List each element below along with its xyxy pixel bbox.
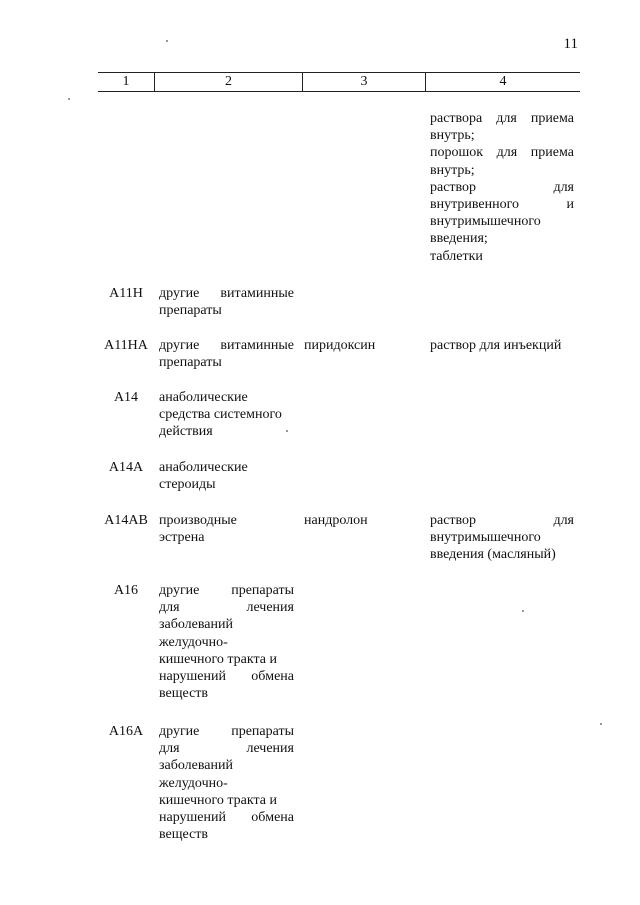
dosage-forms xyxy=(430,512,574,564)
header-col-3: 3 xyxy=(360,74,368,89)
group-line: другие витаминные xyxy=(159,286,294,301)
atc-code: A14A xyxy=(108,460,144,475)
group-line: стероиды xyxy=(159,477,216,493)
form-line: раствор для xyxy=(430,179,574,195)
group-line: препараты xyxy=(159,355,222,371)
dosage-forms xyxy=(430,110,574,265)
form-line: внутримышечного xyxy=(430,214,541,230)
group-line: кишечного тракта и xyxy=(159,651,277,667)
atc-code: A14 xyxy=(113,390,139,405)
atc-code: A14AB xyxy=(104,513,148,528)
group-line: производные xyxy=(159,513,237,528)
atc-code: A11H xyxy=(109,286,143,301)
scan-speck xyxy=(286,430,288,432)
form-line: порошок для приема xyxy=(430,145,574,161)
group-line: другие препараты xyxy=(159,583,294,598)
scan-speck xyxy=(166,40,168,42)
drug-name: нандролон xyxy=(304,513,368,528)
group-name xyxy=(159,459,294,493)
form-line: раствор для xyxy=(430,513,574,528)
group-line: для лечения xyxy=(159,600,294,616)
form-line: внутрь; xyxy=(430,162,475,178)
group-line: заболеваний xyxy=(159,758,233,774)
scan-speck xyxy=(522,610,524,612)
scan-speck xyxy=(68,98,70,100)
group-line: другие витаминные xyxy=(159,338,294,353)
group-name xyxy=(159,723,294,843)
atc-code: A11HA xyxy=(104,338,148,353)
form-line: внутрь; xyxy=(430,128,475,144)
dosage-forms xyxy=(430,337,574,354)
header-col-1: 1 xyxy=(122,74,130,89)
form-line: раствора для приема xyxy=(430,111,574,126)
group-name xyxy=(159,582,294,702)
group-line: препараты xyxy=(159,303,222,319)
form-line: введения (масляный) xyxy=(430,547,556,563)
group-name xyxy=(159,285,294,319)
atc-code: A16A xyxy=(108,724,144,739)
drug-name: пиридоксин xyxy=(304,338,376,353)
form-line: таблетки xyxy=(430,248,483,264)
group-line: анаболические xyxy=(159,390,248,405)
group-line: нарушений обмена xyxy=(159,810,294,826)
atc-code: A16 xyxy=(113,583,139,598)
group-line: другие препараты xyxy=(159,724,294,739)
group-name xyxy=(159,512,294,546)
header-col-2: 2 xyxy=(225,74,232,89)
group-line: нарушений обмена xyxy=(159,669,294,685)
form-line: внутривенного и xyxy=(430,197,574,213)
group-line: для лечения xyxy=(159,741,294,757)
form-line: введения; xyxy=(430,231,488,247)
group-line: желудочно- xyxy=(159,775,228,791)
group-line: средства системного xyxy=(159,407,282,423)
group-line: эстрена xyxy=(159,530,205,546)
group-line: кишечного тракта и xyxy=(159,792,277,808)
group-line: действия xyxy=(159,424,213,440)
scan-speck xyxy=(600,723,602,725)
group-line: веществ xyxy=(159,686,209,702)
form-line: внутримышечного xyxy=(430,530,541,546)
group-line: желудочно- xyxy=(159,634,228,650)
group-name xyxy=(159,389,294,441)
header-col-4: 4 xyxy=(499,74,507,89)
table-header xyxy=(98,72,580,92)
group-name xyxy=(159,337,294,371)
group-line: заболеваний xyxy=(159,617,233,633)
group-line: анаболические xyxy=(159,460,248,475)
page-number: 11 xyxy=(563,36,578,52)
group-line: веществ xyxy=(159,827,209,843)
form-line: раствор для инъекций xyxy=(430,338,562,353)
